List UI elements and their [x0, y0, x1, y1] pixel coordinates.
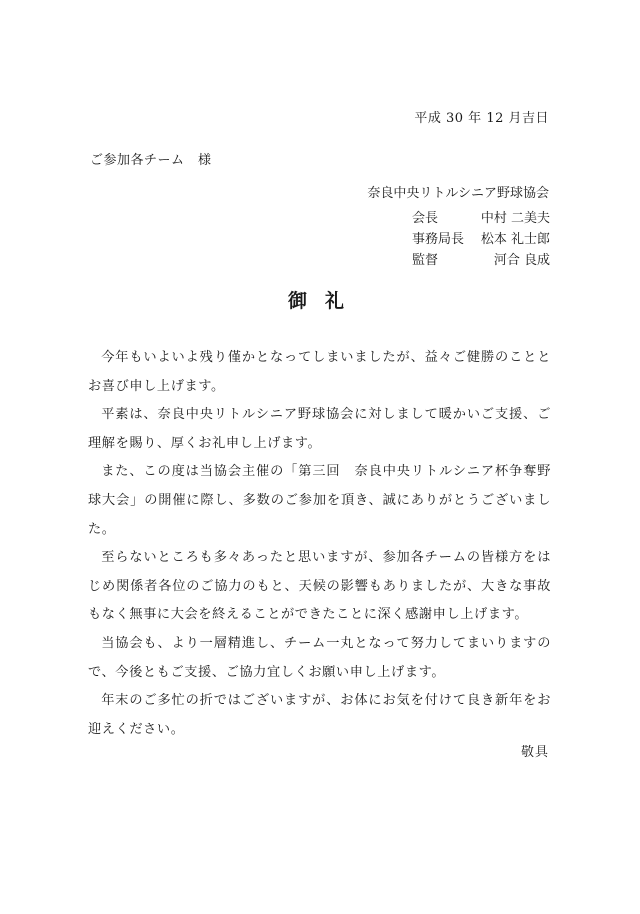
body-paragraph: 年末のご多忙の折ではございますが、お体にお気を付けて良き新年をお迎えください。: [88, 693, 551, 737]
signatory-secretary-general: [412, 228, 550, 248]
addressee: ご参加各チーム 様: [90, 153, 212, 168]
closing-phrase: 敬具: [520, 745, 549, 760]
letter-date: 平成 30 年 12 月吉日: [414, 111, 549, 126]
signatory-manager: [412, 249, 550, 269]
sender-organization: 奈良中央リトルシニア野球協会: [367, 186, 549, 201]
signatory-role: 事務局長: [412, 232, 465, 247]
signatory-name: 中村 二美夫: [480, 211, 550, 226]
signatory-name: 河合 良成: [493, 253, 550, 268]
body-paragraph: 当協会も、より一層精進し、チーム一丸となって努力してまいりますので、今後ともご支援、ご協力宜しくお願い申し上げます。: [88, 635, 551, 680]
letter-title: 御礼: [287, 290, 362, 312]
body-paragraph: また、この度は当協会主催の「第三回 奈良中央リトルシニア杯争奪野球大会」の開催に際し、多数のご参加を頂き、誠にありがとうございました。: [88, 464, 551, 537]
signatory-role: 会長: [412, 211, 439, 226]
signatory-role: 監督: [412, 253, 439, 268]
signatory-president: [412, 207, 550, 227]
body-paragraph: 平素は、奈良中央リトルシニア野球協会に対しまして暖かいご支援、ご理解を賜り、厚くお礼申し上げます。: [88, 407, 551, 451]
body-paragraph: 至らないところも多々あったと思いますが、参加各チームの皆様方をはじめ関係者各位のご協力のもと、天候の影響もありましたが、大きな事故もなく無事に大会を終えることができたことに深く感謝申し上げます。: [88, 550, 551, 623]
letter-body: [88, 344, 551, 744]
body-paragraph: 今年もいよいよ残り僅かとなってしまいましたが、益々ご健勝のこととお喜び申し上げます。: [88, 350, 551, 394]
signatory-name: 松本 礼士郎: [480, 232, 550, 247]
